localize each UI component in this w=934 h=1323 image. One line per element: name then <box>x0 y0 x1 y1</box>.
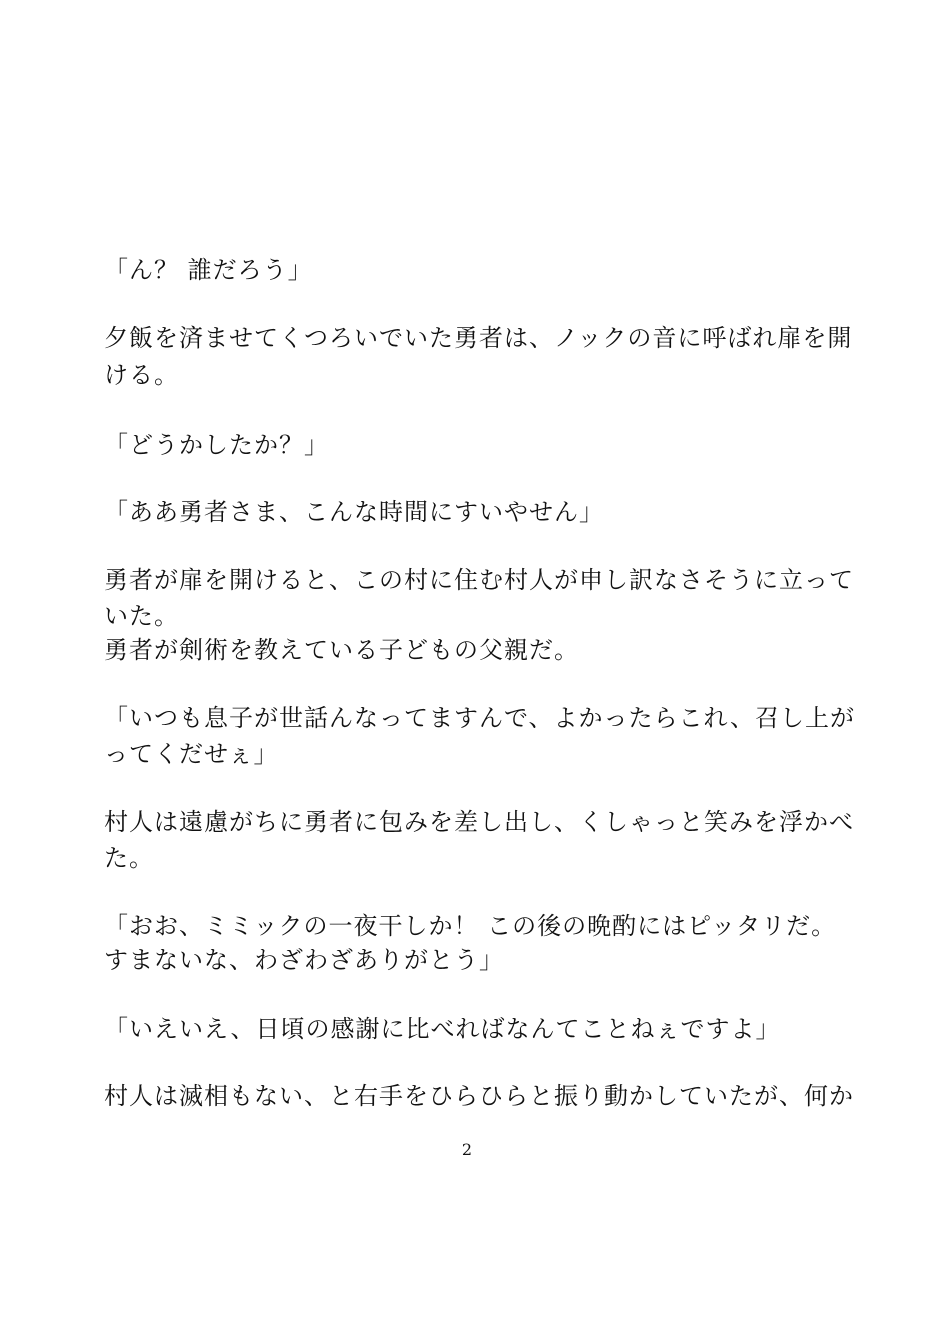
text-line: 夕飯を済ませてくつろいでいた勇者は、ノックの音に呼ばれ扉を開 <box>104 324 853 352</box>
text-line: ってくだせぇ」 <box>104 740 279 768</box>
text-line: 「おお、ミミックの一夜干しか！ この後の晩酌にはピッタリだ。 <box>104 912 837 940</box>
page-number: 2 <box>461 1140 473 1159</box>
text-line: 勇者が剣術を教えている子どもの父親だ。 <box>104 636 579 664</box>
text-line: 村人は滅相もない、と右手をひらひらと振り動かしていたが、何か <box>104 1082 854 1110</box>
text-line: 「ああ勇者さま、こんな時間にすいやせん」 <box>104 498 604 526</box>
text-line: た。 <box>104 844 154 872</box>
text-line: 村人は遠慮がちに勇者に包みを差し出し、くしゃっと笑みを浮かべ <box>104 808 854 836</box>
text-line: すまないな、わざわざありがとう」 <box>104 946 504 974</box>
text-line: 「ん？ 誰だろう」 <box>104 256 313 284</box>
text-line: ける。 <box>104 361 179 389</box>
text-line: 勇者が扉を開けると、この村に住む村人が申し訳なさそうに立って <box>104 566 854 594</box>
text-line: 「いつも息子が世話んなってますんで、よかったらこれ、召し上が <box>104 704 855 732</box>
text-line: いた。 <box>104 602 179 630</box>
text-line: 「いえいえ、日頃の感謝に比べればなんてことねぇですよ」 <box>104 1015 781 1043</box>
text-line: 「どうかしたか？」 <box>104 431 329 459</box>
